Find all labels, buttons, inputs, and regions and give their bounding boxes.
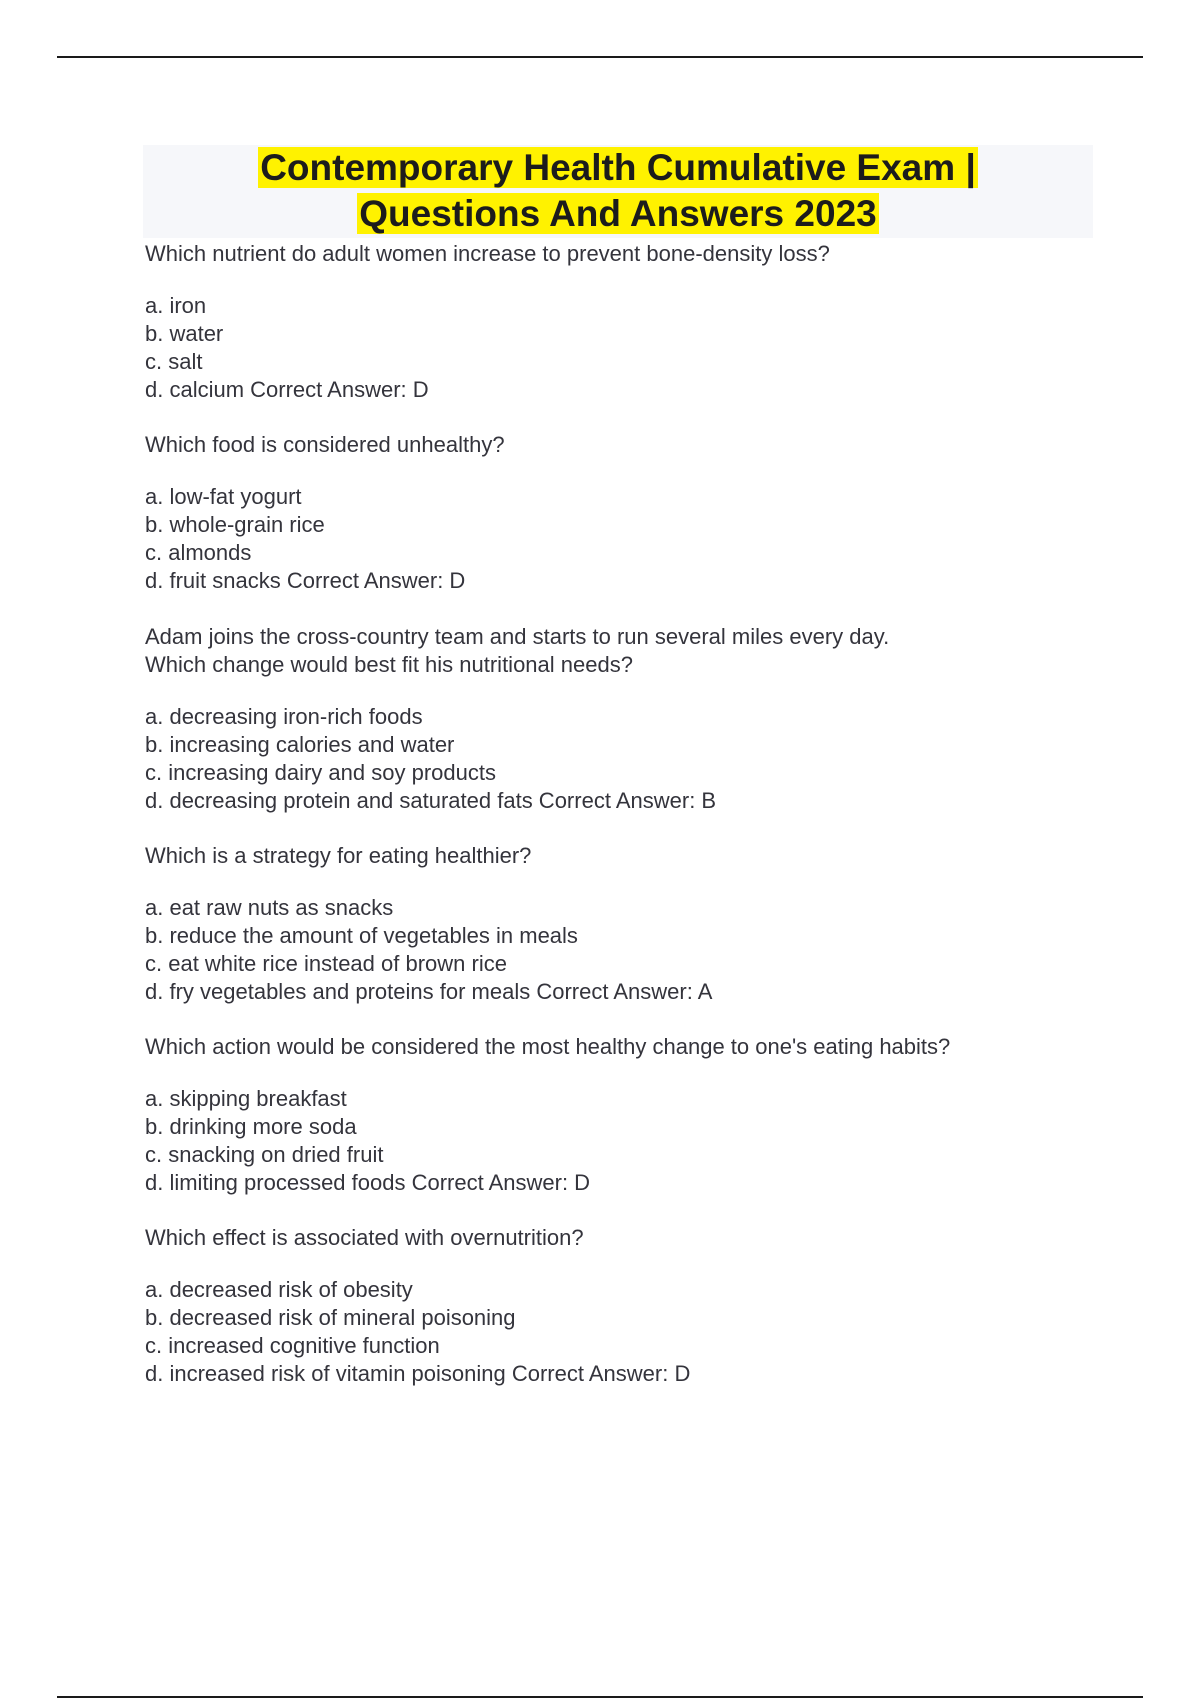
option-c: c. increasing dairy and soy products	[145, 760, 496, 785]
answer-options	[145, 1085, 1085, 1197]
option-a: a. decreasing iron-rich foods	[145, 704, 423, 729]
question-text: Which nutrient do adult women increase to prevent bone-density loss?	[145, 241, 830, 266]
option-c: c. eat white rice instead of brown rice	[145, 951, 507, 976]
option-a: a. decreased risk of obesity	[145, 1277, 413, 1302]
answer-options	[145, 292, 1085, 404]
top-rule	[57, 56, 1143, 58]
option-d: d. decreasing protein and saturated fats Correct Answer: B	[145, 788, 717, 813]
option-d: d. increased risk of vitamin poisoning Correct Answer: D	[145, 1361, 691, 1386]
question-list	[145, 240, 1085, 1388]
question-text-line-1: Adam joins the cross-country team and starts to run several miles every day.	[145, 624, 890, 649]
answer-options	[145, 1276, 1085, 1388]
question-text: Which is a strategy for eating healthier?	[145, 843, 532, 868]
option-b: b. water	[145, 321, 224, 346]
option-c: c. salt	[145, 349, 203, 374]
option-c: c. increased cognitive function	[145, 1333, 440, 1358]
option-d: d. limiting processed foods Correct Answer: D	[145, 1170, 591, 1195]
question-text: Which action would be considered the most healthy change to one's eating habits?	[145, 1034, 951, 1059]
question-3	[145, 623, 1085, 815]
question-text-line-2: Which change would best fit his nutritional needs?	[145, 652, 633, 677]
question-6	[145, 1224, 1085, 1388]
option-c: c. snacking on dried fruit	[145, 1142, 384, 1167]
answer-options	[145, 703, 1085, 815]
answer-options	[145, 894, 1085, 1006]
option-c: c. almonds	[145, 540, 252, 565]
document-title	[143, 145, 1093, 238]
option-d: d. fry vegetables and proteins for meals Correct Answer: A	[145, 979, 713, 1004]
option-a: a. low-fat yogurt	[145, 484, 302, 509]
option-b: b. whole-grain rice	[145, 512, 325, 537]
question-text: Which effect is associated with overnutrition?	[145, 1225, 584, 1250]
answer-options	[145, 483, 1085, 595]
question-5	[145, 1033, 1085, 1197]
option-d: d. fruit snacks Correct Answer: D	[145, 568, 466, 593]
question-2	[145, 431, 1085, 595]
title-line-2: Questions And Answers 2023	[359, 193, 877, 234]
title-line-1: Contemporary Health Cumulative Exam |	[260, 147, 976, 188]
question-text: Which food is considered unhealthy?	[145, 432, 505, 457]
option-b: b. decreased risk of mineral poisoning	[145, 1305, 516, 1330]
option-b: b. increasing calories and water	[145, 732, 455, 757]
option-a: a. iron	[145, 293, 207, 318]
question-1	[145, 240, 1085, 404]
bottom-rule	[57, 1696, 1143, 1698]
option-a: a. skipping breakfast	[145, 1086, 347, 1111]
option-b: b. reduce the amount of vegetables in meals	[145, 923, 578, 948]
option-d: d. calcium Correct Answer: D	[145, 377, 429, 402]
option-b: b. drinking more soda	[145, 1114, 357, 1139]
question-4	[145, 842, 1085, 1006]
option-a: a. eat raw nuts as snacks	[145, 895, 394, 920]
